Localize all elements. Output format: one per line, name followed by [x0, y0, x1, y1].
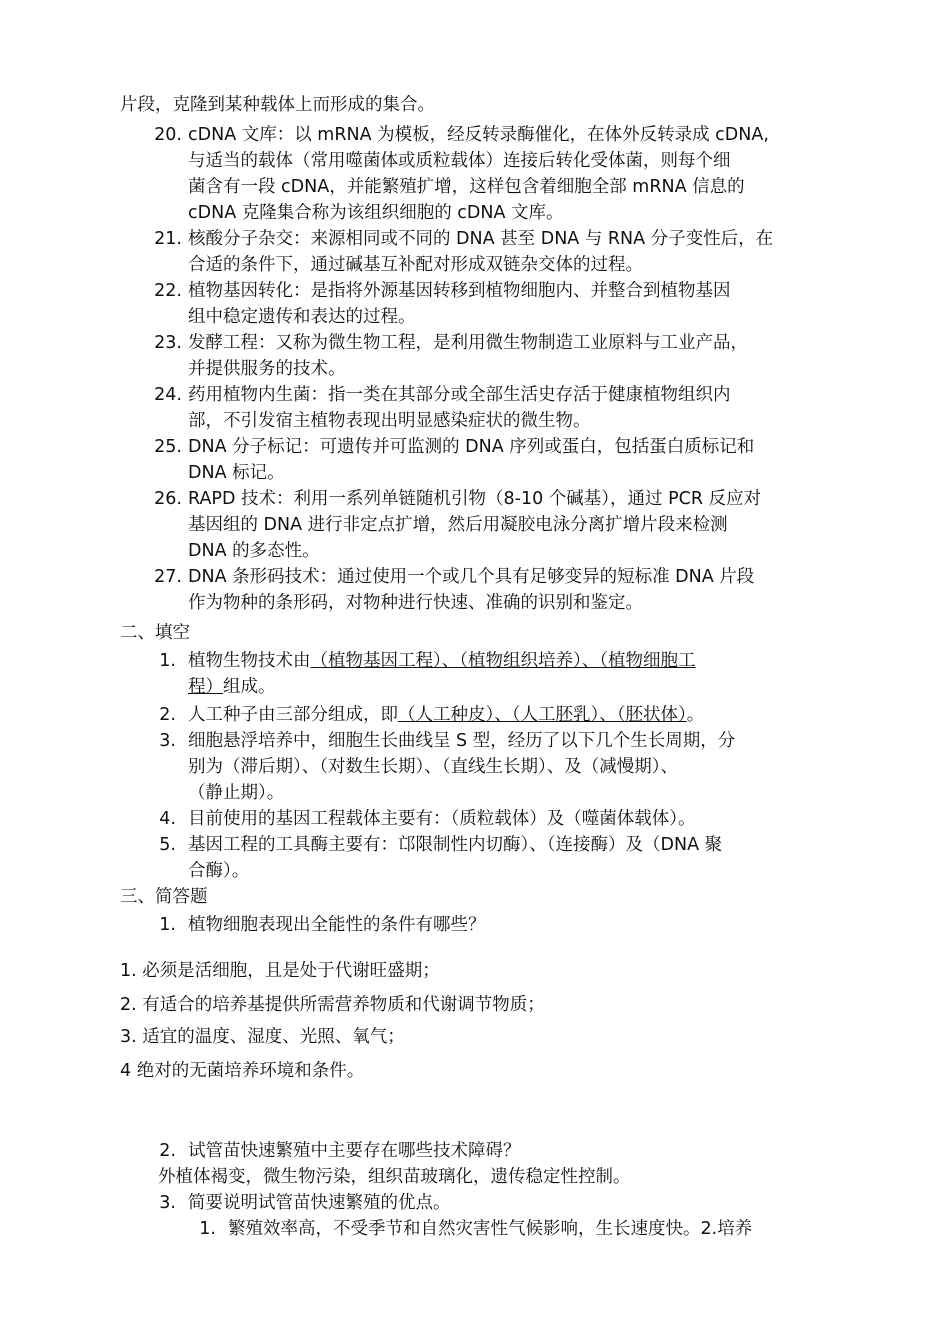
answer-line: 1. 必须是活细胞，且是处于代谢旺盛期；: [120, 961, 440, 981]
fill-item-text: 人工种子由三部分组成，即: [188, 705, 398, 725]
fill-item-line: [188, 702, 704, 728]
question-text: 试管苗快速繁殖中主要存在哪些技术障碍？: [188, 1141, 521, 1161]
definition-line: DNA 标记。: [188, 463, 285, 483]
question-number: 1.: [159, 915, 176, 935]
question-number: 2.: [159, 1141, 176, 1161]
definition-line: 植物基因转化：是指将外源基因转移到植物细胞内、并整合到植物基因: [188, 281, 731, 301]
section-heading-fill: 二、填空: [120, 623, 190, 643]
definition-line: RAPD 技术：利用一系列单链随机引物（8-10 个碱基），通过 PCR 反应对: [188, 489, 762, 509]
answer-line: 繁殖效率高，不受季节和自然灾害性气候影响，生长速度快。2.培养: [228, 1219, 753, 1239]
fill-item-line: （静止期）。: [188, 783, 285, 803]
definition-number: 24.: [154, 385, 182, 405]
definition-line: DNA 的多态性。: [188, 541, 320, 561]
fill-item-number: 3.: [159, 731, 176, 751]
answer-line: 3. 适宜的温度、湿度、光照、氧气；: [120, 1027, 405, 1047]
definition-number: 25.: [154, 437, 182, 457]
fill-item-number: 4.: [159, 809, 176, 829]
definition-number: 26.: [154, 489, 182, 509]
definition-line: 核酸分子杂交：来源相同或不同的 DNA 甚至 DNA 与 RNA 分子变性后，在: [188, 229, 774, 249]
fill-item-text: 植物生物技术由: [188, 651, 311, 671]
fill-item-line: 别为（滞后期）、（对数生长期）、（直线生长期）、及（减慢期）、: [188, 757, 678, 777]
definition-number: 23.: [154, 333, 182, 353]
fill-answer: （植物基因工程）、（植物组织培养）、（植物细胞工: [310, 651, 696, 671]
fill-item-line: [188, 648, 696, 674]
fill-item-text: 组成。: [223, 677, 276, 697]
question-text: 简要说明试管苗快速繁殖的优点。: [188, 1193, 451, 1213]
definition-line: 并提供服务的技术。: [188, 359, 346, 379]
definition-line: 与适当的载体（常用噬菌体或质粒载体）连接后转化受体菌，则每个细: [188, 151, 731, 171]
definition-line: 基因组的 DNA 进行非定点扩增，然后用凝胶电泳分离扩增片段来检测: [188, 515, 728, 535]
definition-line: cDNA 克隆集合称为该组织细胞的 cDNA 文库。: [188, 203, 564, 223]
definition-line: 部，不引发宿主植物表现出明显感染症状的微生物。: [188, 411, 591, 431]
definition-line: 作为物种的条形码，对物种进行快速、准确的识别和鉴定。: [188, 593, 643, 613]
definition-line: 组中稳定遗传和表达的过程。: [188, 307, 416, 327]
fill-item-number: 1.: [159, 651, 176, 671]
definition-line: 药用植物内生菌：指一类在其部分或全部生活史存活于健康植物组织内: [188, 385, 731, 405]
fill-item-line: 细胞悬浮培养中，细胞生长曲线呈 S 型，经历了以下几个生长周期，分: [188, 731, 736, 751]
definition-number: 20.: [154, 125, 182, 145]
definition-line: cDNA 文库：以 mRNA 为模板，经反转录酶催化，在体外反转录成 cDNA,: [188, 125, 769, 145]
fill-item-text: 。: [686, 705, 705, 725]
definition-line: 发酵工程：又称为微生物工程，是利用微生物制造工业原料与工业产品，: [188, 333, 748, 353]
answer-line: 4 绝对的无菌培养环境和条件。: [120, 1061, 365, 1081]
definition-line: DNA 分子标记：可遗传并可监测的 DNA 序列或蛋白，包括蛋白质标记和: [188, 437, 755, 457]
fill-item-line: 目前使用的基因工程载体主要有：（质粒载体）及（噬菌体载体）。: [188, 809, 696, 829]
answer-line: 外植体褐变，微生物污染，组织苗玻璃化，遗传稳定性控制。: [158, 1167, 631, 1187]
fill-item-number: 2.: [159, 705, 176, 725]
answer-number: 1.: [199, 1219, 216, 1239]
fill-item-line: 基因工程的工具酶主要有：邙限制性内切酶）、（连接酶）及（DNA 聚: [188, 835, 723, 855]
fill-item-line: [188, 674, 276, 700]
fill-item-number: 5.: [159, 835, 176, 855]
definition-number: 21.: [154, 229, 182, 249]
answer-line: 2. 有适合的培养基提供所需营养物质和代谢调节物质；: [120, 995, 545, 1015]
definition-line: DNA 条形码技术：通过使用一个或几个具有足够变异的短标准 DNA 片段: [188, 567, 755, 587]
definition-number: 27.: [154, 567, 182, 587]
fill-answer: （人工种皮）、（人工胚乳）、（胚状体）: [398, 705, 687, 725]
fill-answer: 程）: [188, 677, 223, 697]
fill-item-line: 合酶）。: [188, 861, 250, 881]
section-heading-short-answer: 三、简答题: [120, 887, 208, 907]
question-number: 3.: [159, 1193, 176, 1213]
definition-number: 22.: [154, 281, 182, 301]
question-text: 植物细胞表现出全能性的条件有哪些？: [188, 915, 486, 935]
top-fragment: 片段，克隆到某种载体上而形成的集合。: [120, 95, 435, 115]
definition-line: 合适的条件下，通过碱基互补配对形成双链杂交体的过程。: [188, 255, 643, 275]
definition-line: 菌含有一段 cDNA，并能繁殖扩增，这样包含着细胞全部 mRNA 信息的: [188, 177, 745, 197]
